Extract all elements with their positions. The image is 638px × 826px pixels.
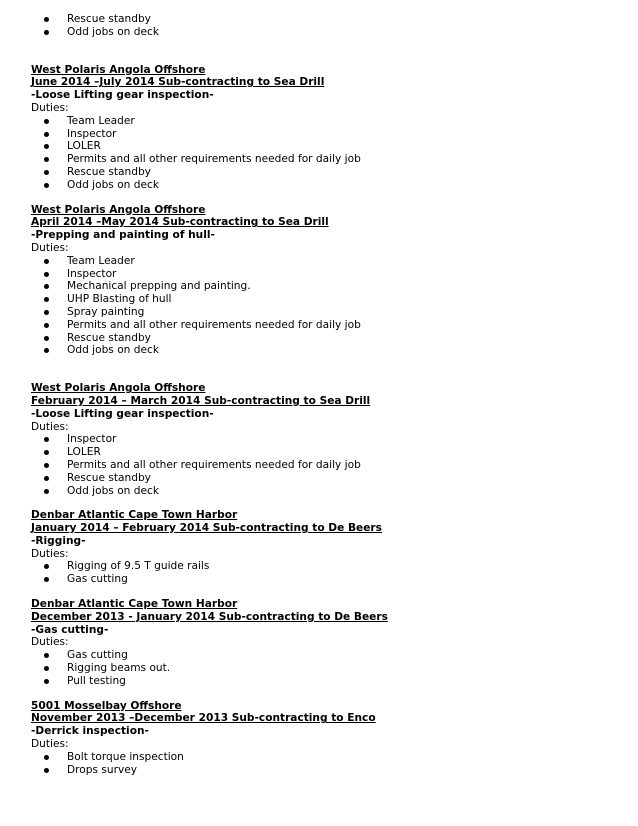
bullet-icon — [44, 348, 49, 353]
list-item: Odd jobs on deck — [31, 26, 611, 39]
bullet-icon — [44, 259, 49, 264]
bullet-icon — [44, 183, 49, 188]
list-item: Rescue standby — [31, 166, 611, 179]
list-item: Rescue standby — [31, 13, 611, 26]
job-company: 5001 Mosselbay Offshore — [31, 699, 182, 712]
job-period: April 2014 –May 2014 Sub-contracting to Sea Drill — [31, 216, 329, 229]
bullet-icon — [44, 489, 49, 494]
list-item: Rescue standby — [31, 332, 611, 345]
bullet-icon — [44, 284, 49, 289]
bullet-icon — [44, 577, 49, 582]
job-entry — [31, 598, 611, 688]
job-company: Denbar Atlantic Cape Town Harbor — [31, 509, 238, 522]
job-entry — [31, 204, 611, 358]
bullet-icon — [44, 336, 49, 341]
list-item: Team Leader — [31, 115, 611, 128]
job-entry — [31, 700, 611, 777]
job-company: Denbar Atlantic Cape Town Harbor — [31, 598, 238, 611]
bullet-icon — [44, 132, 49, 137]
job-entry — [31, 64, 611, 192]
job-role: -Loose Lifting gear inspection- — [31, 407, 214, 420]
job-role: -Gas cutting- — [31, 623, 109, 636]
list-item: Inspector — [31, 268, 611, 281]
bullet-icon — [44, 653, 49, 658]
job-period: February 2014 – March 2014 Sub-contracting to Sea Drill — [31, 394, 371, 407]
list-item: Permits and all other requirements needed for daily job — [31, 153, 611, 166]
bullet-icon — [44, 768, 49, 773]
list-item: Inspector — [31, 433, 611, 446]
list-item: LOLER — [31, 140, 611, 153]
bullet-icon — [44, 666, 49, 671]
list-item: Rescue standby — [31, 472, 611, 485]
list-item: Bolt torque inspection — [31, 751, 611, 764]
duty-list — [31, 433, 611, 497]
duties-label: Duties: — [31, 636, 69, 649]
bullet-icon — [44, 30, 49, 35]
job-company: West Polaris Angola Offshore — [31, 382, 206, 395]
bullet-icon — [44, 272, 49, 277]
duty-list — [31, 649, 611, 687]
list-item: Gas cutting — [31, 649, 611, 662]
duties-label: Duties: — [31, 738, 69, 751]
bullet-icon — [44, 157, 49, 162]
duties-label: Duties: — [31, 241, 69, 254]
job-role: -Prepping and painting of hull- — [31, 229, 215, 242]
job-period: June 2014 –July 2014 Sub-contracting to Sea Drill — [31, 76, 325, 89]
list-item: LOLER — [31, 446, 611, 459]
job-period: January 2014 – February 2014 Sub-contracting to De Beers — [31, 522, 382, 535]
job-period: November 2013 –December 2013 Sub-contracting to Enco — [31, 712, 376, 725]
bullet-icon — [44, 310, 49, 315]
bullet-icon — [44, 119, 49, 124]
bullet-icon — [44, 476, 49, 481]
duties-label: Duties: — [31, 420, 69, 433]
job-entry — [31, 509, 611, 586]
bullet-icon — [44, 450, 49, 455]
list-item: Permits and all other requirements needed for daily job — [31, 319, 611, 332]
bullet-icon — [44, 323, 49, 328]
job-company: West Polaris Angola Offshore — [31, 63, 206, 76]
job-role: -Rigging- — [31, 534, 86, 547]
list-item: Odd jobs on deck — [31, 485, 611, 498]
bullet-icon — [44, 755, 49, 760]
bullet-icon — [44, 144, 49, 149]
bullet-icon — [44, 297, 49, 302]
list-item: Rigging beams out. — [31, 662, 611, 675]
duties-label: Duties: — [31, 547, 69, 560]
list-item: Permits and all other requirements needed for daily job — [31, 459, 611, 472]
list-item: Pull testing — [31, 675, 611, 688]
bullet-icon — [44, 463, 49, 468]
intro-duty-list — [31, 13, 611, 39]
job-period: December 2013 - January 2014 Sub-contracting to De Beers — [31, 610, 388, 623]
bullet-icon — [44, 17, 49, 22]
list-item: Odd jobs on deck — [31, 344, 611, 357]
job-role: -Loose Lifting gear inspection- — [31, 89, 214, 102]
bullet-icon — [44, 679, 49, 684]
list-item: Inspector — [31, 128, 611, 141]
duty-list — [31, 255, 611, 357]
list-item: Drops survey — [31, 764, 611, 777]
job-entry — [31, 382, 611, 497]
list-item: Team Leader — [31, 255, 611, 268]
list-item: Odd jobs on deck — [31, 179, 611, 192]
list-item: UHP Blasting of hull — [31, 293, 611, 306]
duty-list — [31, 115, 611, 192]
bullet-icon — [44, 170, 49, 175]
job-role: -Derrick inspection- — [31, 725, 149, 738]
bullet-icon — [44, 564, 49, 569]
list-item: Gas cutting — [31, 573, 611, 586]
duty-list — [31, 751, 611, 777]
job-company: West Polaris Angola Offshore — [31, 203, 206, 216]
bullet-icon — [44, 437, 49, 442]
resume-page — [31, 13, 611, 776]
duties-label: Duties: — [31, 101, 69, 114]
list-item: Spray painting — [31, 306, 611, 319]
duty-list — [31, 560, 611, 586]
list-item: Mechanical prepping and painting. — [31, 280, 611, 293]
list-item: Rigging of 9.5 T guide rails — [31, 560, 611, 573]
